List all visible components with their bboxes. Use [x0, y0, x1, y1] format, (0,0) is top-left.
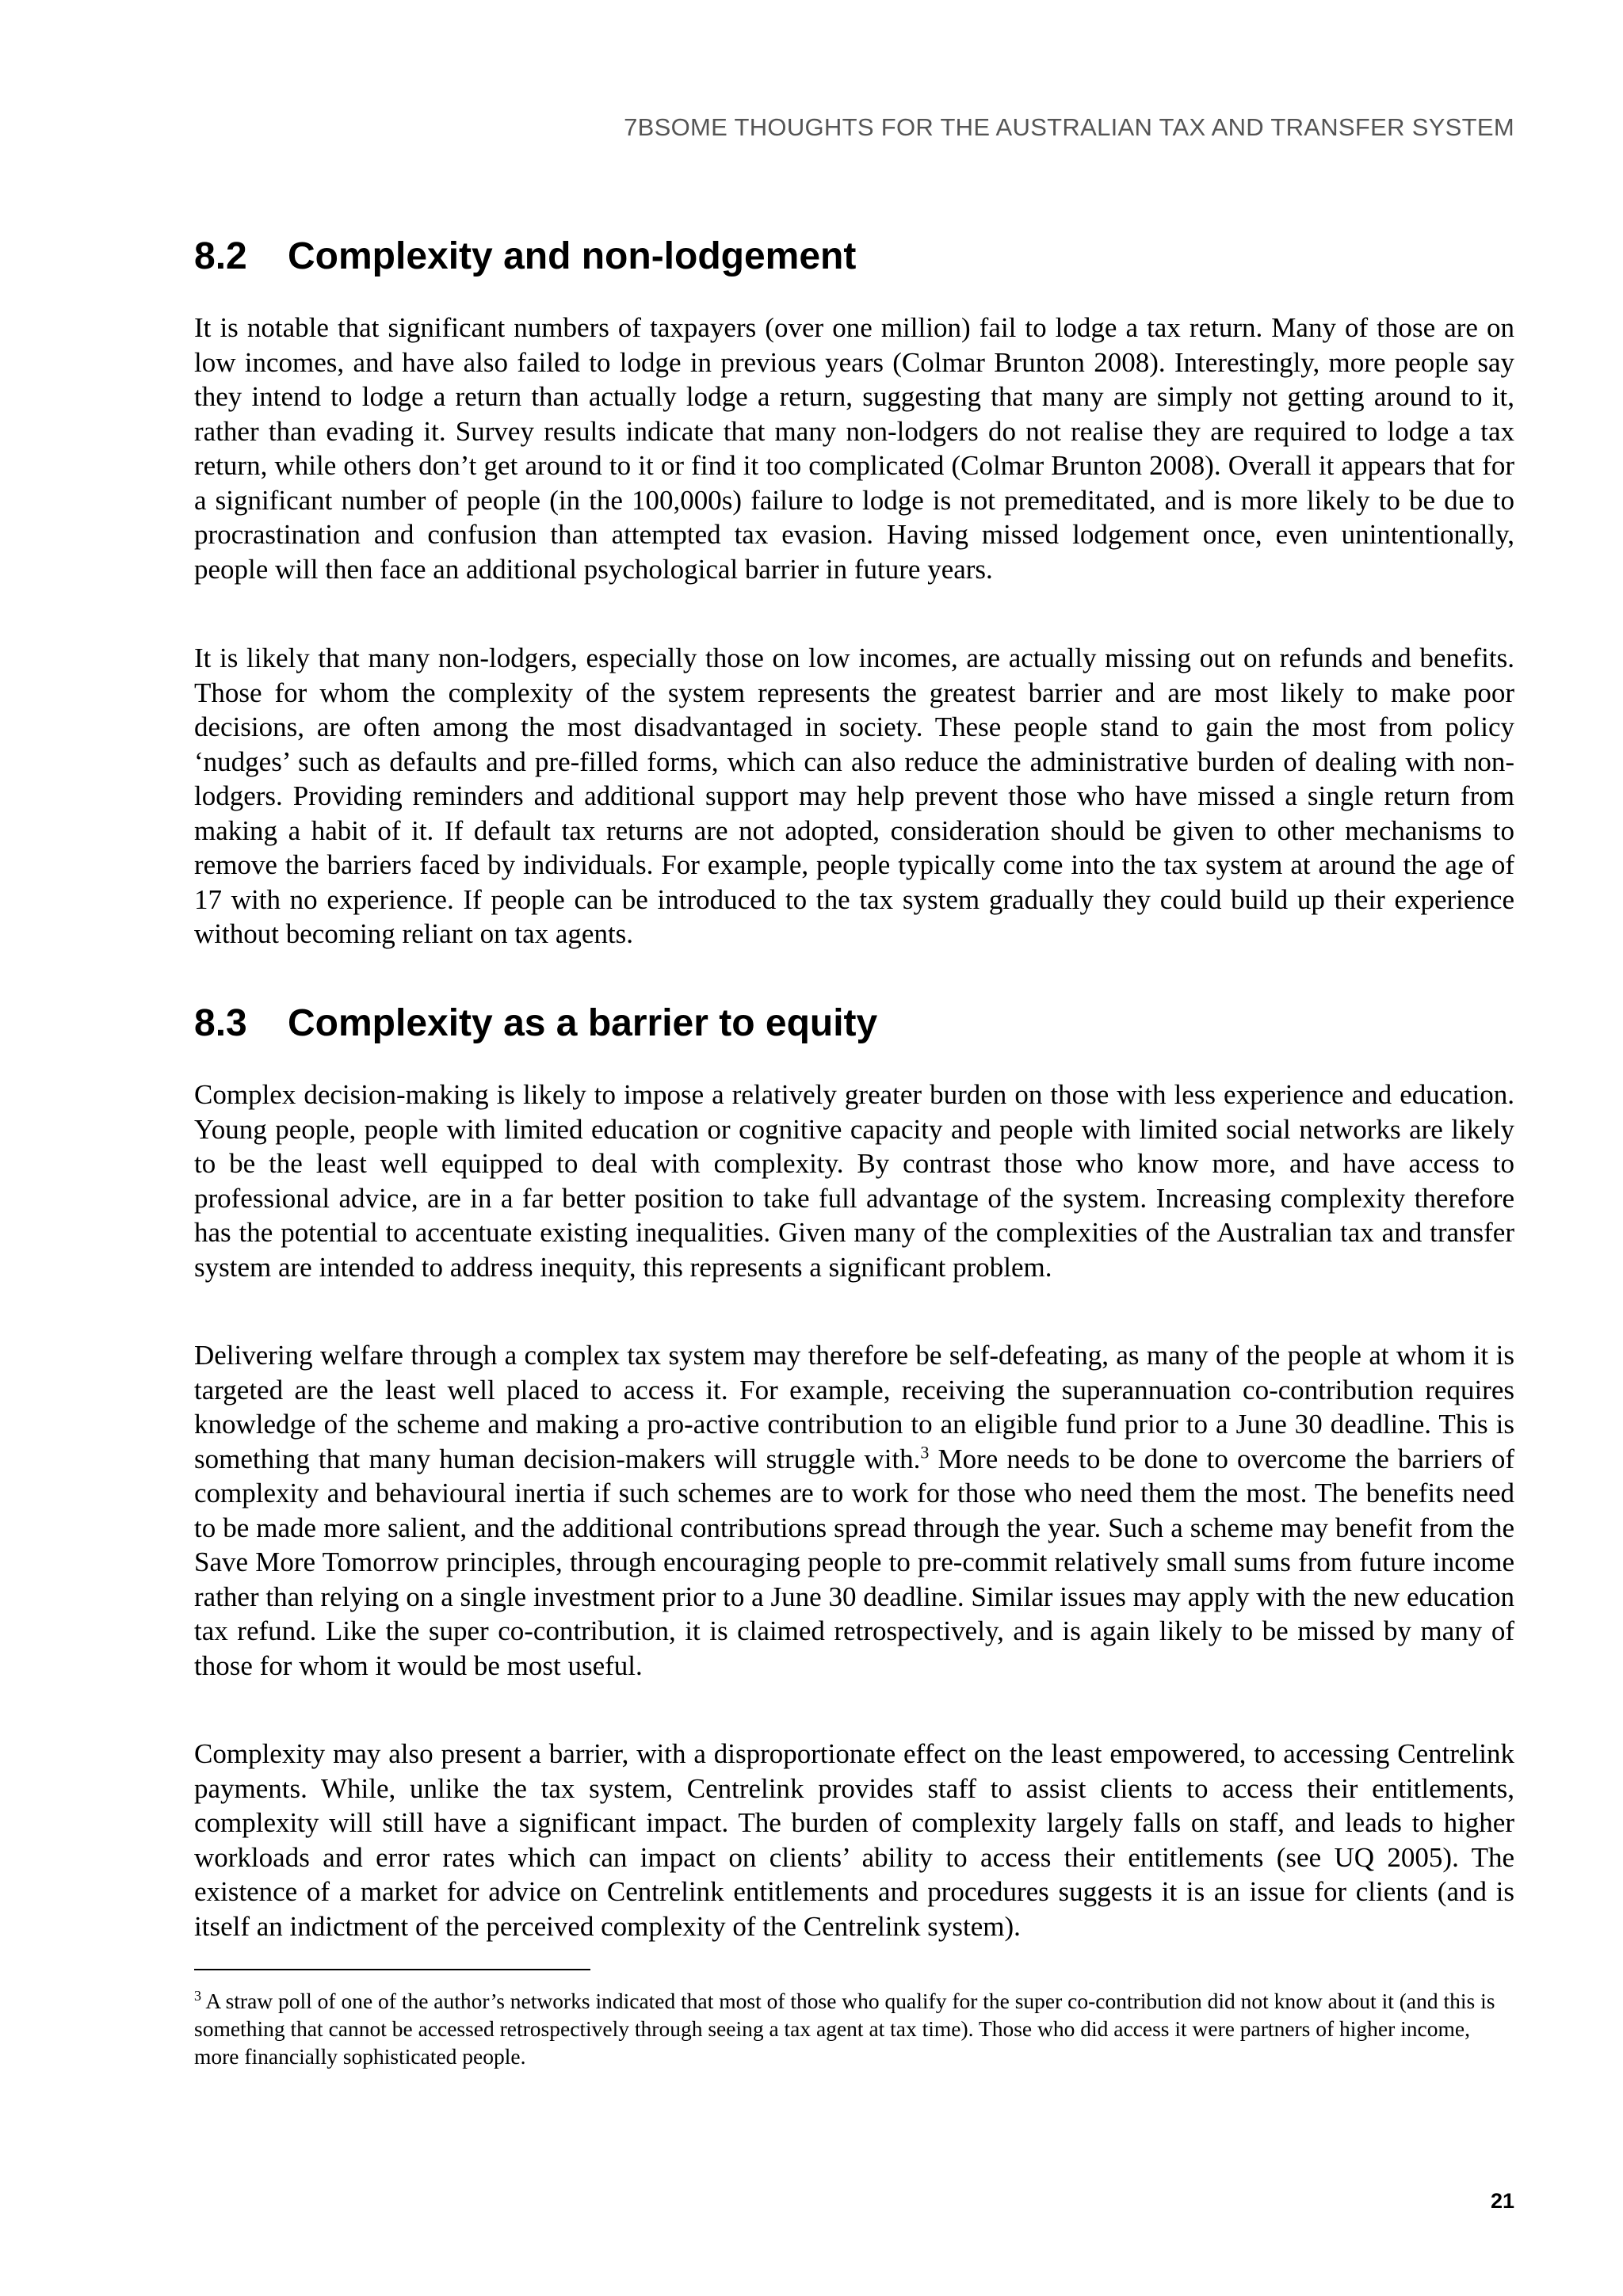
paragraph: It is notable that significant numbers of taxpayers (over one million) fail to lodge a tax return. Many of those are on low incomes, and have also failed to lodge in previous years (Colmar Brunton 2008). Interestingly, more people say they intend to lodge a return than actually lodge a return, suggesting that many are simply not getting around to it, rather than evading it. Survey results indicate that many non-lodgers do not realise they are required to lodge a tax return, while others don’t get around to it or find it too complicated (Colmar Brunton 2008). Overall it appears that for a significant number of people (in the 100,000s) failure to lodge is not premeditated, and is more likely to be due to procrastination and confusion than attempted tax evasion. Having missed lodgement once, even unintentionally, people will then face an additional psychological barrier in future years.	[194, 312, 1514, 585]
paragraph: Complexity may also present a barrier, with a disproportionate effect on the least empowered, to accessing Centrelink payments. While, unlike the tax system, Centrelink provides staff to assist clients to access their entitlements, complexity will still have a significant impact. The burden of complexity largely falls on staff, and leads to higher workloads and error rates which can impact on clients’ ability to access their entitlements (see UQ 2005). The existence of a market for advice on Centrelink entitlements and procedures suggests it is an issue for clients (and is itself an indictment of the perceived complexity of the Centrelink system).	[194, 1738, 1514, 1942]
paragraph: It is likely that many non-lodgers, especially those on low incomes, are actually missing out on refunds and benefits. Those for whom the complexity of the system represents the greatest barrier and are most likely to make poor decisions, are often among the most disadvantaged in society. These people stand to gain the most from policy ‘nudges’ such as defaults and pre-filled forms, which can also reduce the administrative burden of dealing with non-lodgers. Providing reminders and additional support may help prevent those who have missed a single return from making a habit of it. If default tax returns are not adopted, consideration should be given to other mechanisms to remove the barriers faced by individuals. For example, people typically come into the tax system at around the age of 17 with no experience. If people can be introduced to the tax system gradually they could build up their experience without becoming reliant on tax agents.	[194, 643, 1514, 949]
footnote-divider	[194, 1969, 590, 1970]
section-title: Complexity as a barrier to equity	[288, 1002, 878, 1044]
running-header: 7BSOME THOUGHTS FOR THE AUSTRALIAN TAX AND TRANSFER SYSTEM	[624, 113, 1514, 141]
section-number: 8.2	[194, 235, 247, 277]
paragraph-text: Delivering welfare through a complex tax system may therefore be self-defeating, as many of the people at whom it is targeted are the least well placed to access it. For example, receiving the superannuation co-contribution requires knowledge of the scheme and making a pro-active contribution to an eligible fund prior to a June 30 deadline. This is something that many human decision-makers will struggle with.	[194, 1340, 1514, 1474]
footnote	[194, 1987, 1514, 2070]
section-heading-8-3	[194, 1002, 878, 1044]
footnote-reference: 3	[920, 1441, 930, 1462]
paragraph-text: More needs to be done to overcome the barriers of complexity and behavioural inertia if such schemes are to work for those who need them the most. The benefits need to be made more salient, and the additional contributions spread through the year. Such a scheme may benefit from the Save More Tomorrow principles, through encouraging people to pre-commit relatively small sums from future income rather than relying on a single investment prior to a June 30 deadline. Similar issues may apply with the new education tax refund. Like the super co-contribution, it is claimed retrospectively, and is again likely to be missed by many of those for whom it would be most useful.	[194, 1443, 1514, 1681]
section-title: Complexity and non-lodgement	[288, 235, 857, 277]
page-number: 21	[1490, 2189, 1514, 2213]
paragraph-with-footnote-ref	[194, 1338, 1514, 1683]
footnote-text: A straw poll of one of the author’s networks indicated that most of those who qualify for the super co-contribution did not know about it (and this is something that cannot be accessed retrospectively through seeing a tax agent at tax time). Those who did access it were partners of higher income, more financially sophisticated people.	[194, 1989, 1495, 2069]
section-heading-8-2	[194, 235, 857, 277]
section-number: 8.3	[194, 1002, 247, 1044]
footnote-marker: 3	[194, 1987, 201, 2004]
paragraph: Complex decision-making is likely to impose a relatively greater burden on those with less experience and education. Young people, people with limited education or cognitive capacity and people with limited social networks are likely to be the least well equipped to deal with complexity. By contrast those who know more, and have access to professional advice, are in a far better position to take full advantage of the system. Increasing complexity therefore has the potential to accentuate existing inequalities. Given many of the complexities of the Australian tax and transfer system are intended to address inequity, this represents a significant problem.	[194, 1079, 1514, 1283]
